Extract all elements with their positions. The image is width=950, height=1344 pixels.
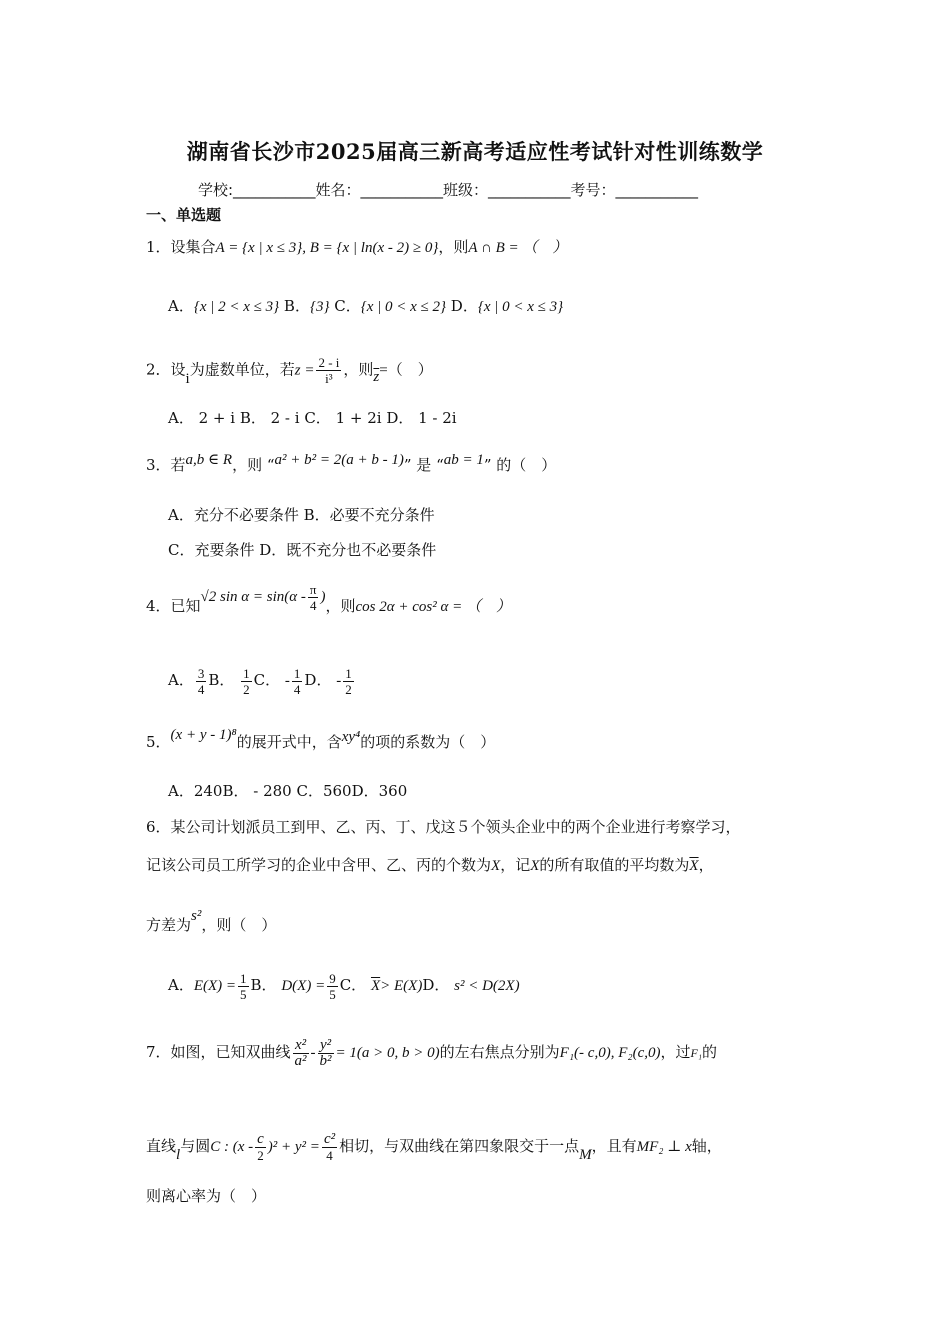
question-1-options: A．{x | 2 < x ≤ 3} B．{3} C．{x | 0 < x ≤ 2} D．{x | 0 < x ≤ 3} — [168, 297, 564, 315]
question-5: 5．(x + y - 1)⁸的展开式中，含xy⁴的项的系数为（ ） — [146, 727, 496, 751]
question-1-ask: A ∩ B = （ ） — [468, 240, 568, 256]
question-6-line-3: 方差为s²，则（ ） — [146, 908, 277, 934]
exam-title: 湖南省长沙市2025届高三新高考适应性考试针对性训练数学 — [186, 139, 764, 164]
question-3-options-ab: A．充分不必要条件 B．必要不充分条件 — [168, 506, 435, 524]
student-info-line: 学校:___________姓名：___________班级：___________考号：___________ — [198, 181, 699, 199]
question-6-line-2: 记该公司员工所学习的企业中含甲、乙、丙的个数为X，记X的所有取值的平均数为$\overline{X}$， — [146, 856, 714, 874]
question-2-options: A． 2 + i B． 2 - i C． 1 + 2i D． 1 - 2i — [168, 409, 457, 427]
set-b: , B = {x | ln(x - 2) ≥ 0} — [302, 240, 439, 256]
section-heading: 一、单选题 — [146, 206, 222, 224]
question-3-options-cd: C．充要条件 D．既不充分也不必要条件 — [168, 541, 437, 559]
question-5-options: A．240B． - 280 C．560D．360 — [168, 782, 408, 800]
question-6-line-1: 6．某公司计划派员工到甲、乙、丙、丁、戊这５个领头企业中的两个企业进行考察学习， — [146, 818, 741, 836]
question-7-line-3: 则离心率为（ ） — [146, 1187, 267, 1205]
question-3: 3．若a,b ∈ R，则 “a² + b² = 2(a + b - 1)” 是 “ab = 1” 的（ ） — [146, 452, 557, 474]
question-7-line-1: 7．如图，已知双曲线 $\frac{\text{x²}}{\text{a²}}$ - $\frac{\text{y²}}{\text{b²}}$ = 1(a > 0, b > 0)的左右焦点分别为F₁(- c,0), F₂(c,0)，过F₁的 — [146, 1036, 718, 1069]
question-6-options: A．E(X) = $\frac{1}{5}$ B． D(X) = $\frac{9}{5}$ C． $\overline{X}> E(X)D$． s² < D(2X) — [168, 970, 520, 1002]
set-a: A = {x | x ≤ 3} — [215, 240, 303, 256]
question-1: 1．设集合A = {x | x ≤ 3}, B = {x | ln(x - 2) ≥ 0}，则A ∩ B = （ ） — [146, 238, 568, 256]
question-4: 4．已知√2 sin α = sin(α - $\frac{\pi}{4}$ )，则cos 2α + cos² α = （ ） — [146, 581, 511, 615]
question-7-line-2: 直线l与圆C : (x - $\frac{c}{2}$ )² + y² = $\frac{\text{c²}}{4}$ 相切，与双曲线在第四象限交于一点M，且有MF₂ ⊥ x轴， — [146, 1130, 722, 1163]
fraction: $\frac{2 - i}{\text{i³}}$ — [318, 355, 340, 386]
question-2: 2．设i为虚数单位，若z = $\frac{2 - i}{\text{i³}}$ ，则$\overline{z}=$（ ） — [146, 355, 433, 387]
fraction: $\frac{\pi}{4}$ — [309, 581, 317, 613]
question-4-options: A． $\frac{3}{4}$ B． $\frac{1}{2}$ C． - $\frac{1}{4}$ D． - $\frac{1}{2}$ — [168, 665, 352, 697]
